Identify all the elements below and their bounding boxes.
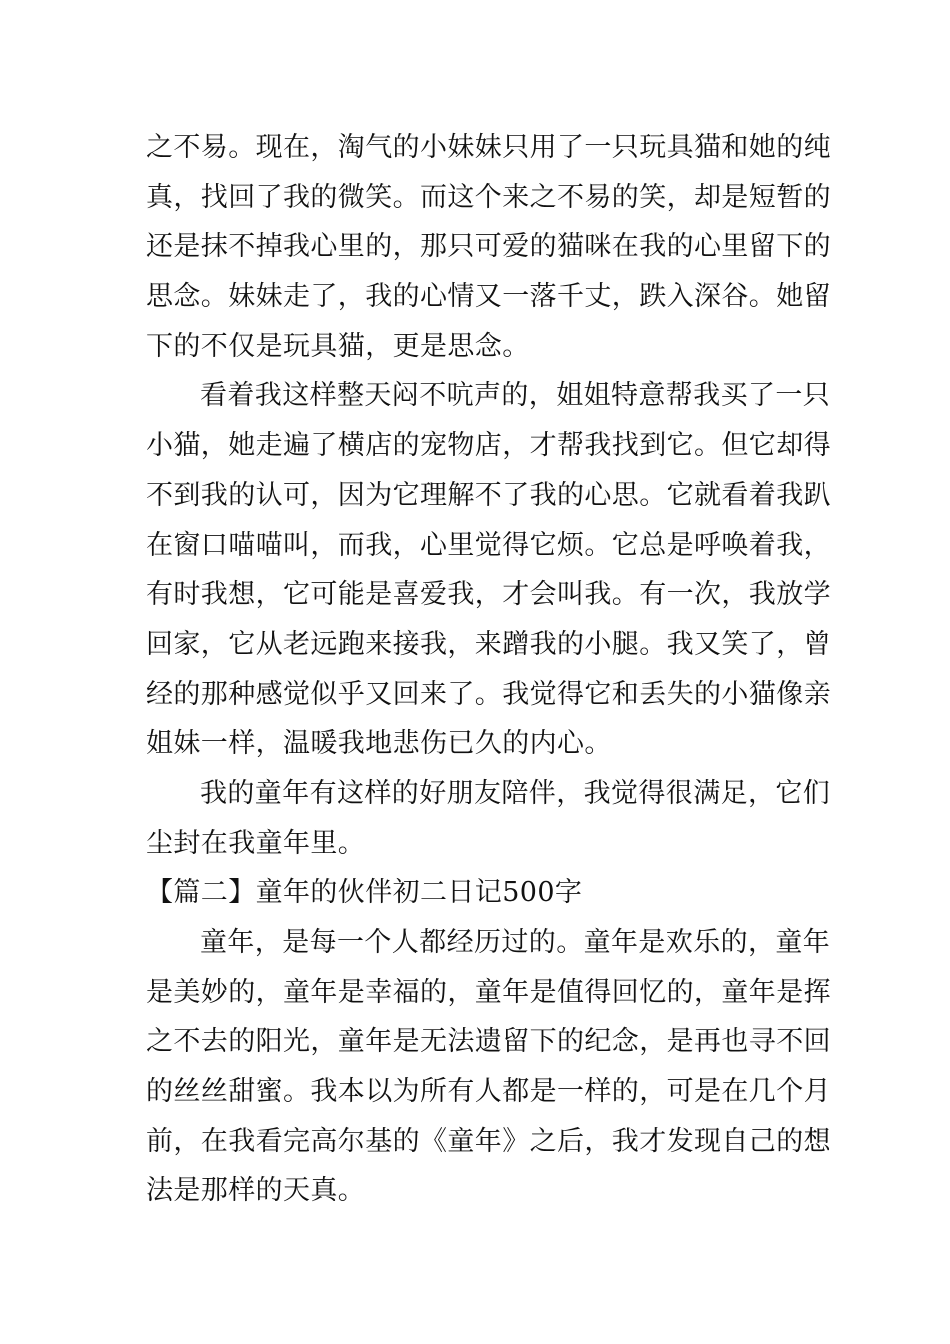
- text-line: 的丝丝甜蜜。我本以为所有人都是一样的，可是在几个月: [146, 1076, 831, 1108]
- text-line: 之不易。现在，淘气的小妹妹只用了一只玩具猫和她的纯: [146, 132, 831, 163]
- text-line: 尘封在我童年里。: [146, 827, 366, 859]
- text-line: 下的不仅是玩具猫，更是思念。: [146, 330, 530, 362]
- text-line: 法是那样的天真。: [146, 1175, 366, 1207]
- paragraph-first-line: 看着我这样整天闷不吭声的，姐姐特意帮我买了一只: [200, 380, 831, 412]
- text-line: 还是抹不掉我心里的，那只可爱的猫咪在我的心里留下的: [146, 231, 831, 263]
- document-page: [146, 123, 831, 1216]
- paragraph-first-line: 我的童年有这样的好朋友陪伴，我觉得很满足，它们: [200, 777, 831, 809]
- text-line: 在窗口喵喵叫，而我，心里觉得它烦。它总是呼唤着我，: [146, 529, 831, 561]
- text-line: 真，找回了我的微笑。而这个来之不易的笑，却是短暂的: [146, 181, 831, 213]
- text-line: 有时我想，它可能是喜爱我，才会叫我。有一次，我放学: [146, 579, 831, 611]
- text-line: 姐妹一样，温暖我地悲伤已久的内心。: [146, 728, 612, 760]
- text-line: 经的那种感觉似乎又回来了。我觉得它和丢失的小猫像亲: [146, 678, 831, 710]
- text-line: 不到我的认可，因为它理解不了我的心思。它就看着我趴: [146, 479, 831, 511]
- text-line: 是美妙的，童年是幸福的，童年是值得回忆的，童年是挥: [146, 976, 831, 1008]
- section-heading: 【篇二】童年的伙伴初二日记500字: [146, 877, 583, 909]
- paragraph-first-line: 童年，是每一个人都经历过的。童年是欢乐的，童年: [200, 927, 831, 958]
- text-line: 前，在我看完高尔基的《童年》之后，我才发现自己的想: [146, 1125, 831, 1157]
- text-line: 之不去的阳光，童年是无法遗留下的纪念，是再也寻不回: [146, 1026, 831, 1058]
- text-line: 小猫，她走遍了横店的宠物店，才帮我找到它。但它却得: [146, 430, 831, 462]
- text-line: 回家，它从老远跑来接我，来蹭我的小腿。我又笑了，曾: [146, 628, 831, 660]
- text-line: 思念。妹妹走了，我的心情又一落千丈，跌入深谷。她留: [146, 281, 831, 313]
